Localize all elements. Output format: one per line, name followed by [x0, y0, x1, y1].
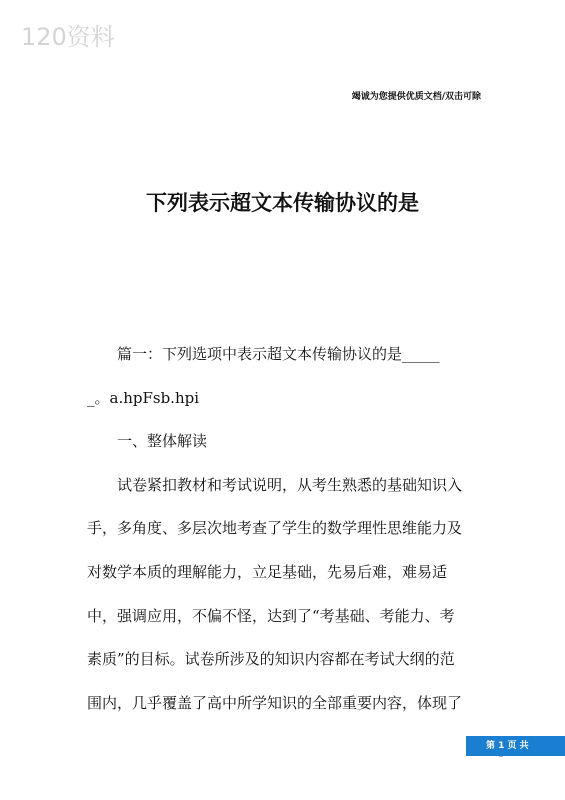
body-line: 中，强调应用，不偏不怪，达到了“考基础、考能力、考: [87, 607, 455, 625]
body-line: 手，多角度、多层次地考查了学生的数学理性思维能力及: [87, 519, 463, 537]
body-line: 篇一：下列选项中表示超文本传输协议的是_____: [117, 345, 440, 363]
body-line: 素质”的目标。试卷所涉及的知识内容都在考试大纲的范: [87, 650, 455, 668]
body-line: 对数学本质的理解能力，立足基础，先易后难，难易适: [87, 563, 448, 581]
page-tab-tick: [499, 756, 503, 757]
body-line: 围内，几乎覆盖了高中所学知识的全部重要内容，体现了: [87, 694, 463, 712]
body-line: _。a.hpFsb.hpi: [87, 389, 200, 407]
watermark-logo: 120资料: [21, 23, 115, 51]
header-note: 竭诚为您提供优质文档/双击可除: [351, 92, 481, 102]
document-title: 下列表示超文本传输协议的是: [146, 191, 419, 215]
body-line: 试卷紧扣教材和考试说明，从考生熟悉的基础知识入: [117, 476, 463, 494]
page-number-tab: 第 1 页 共: [466, 736, 565, 756]
section-heading: 一、整体解读: [117, 432, 208, 450]
